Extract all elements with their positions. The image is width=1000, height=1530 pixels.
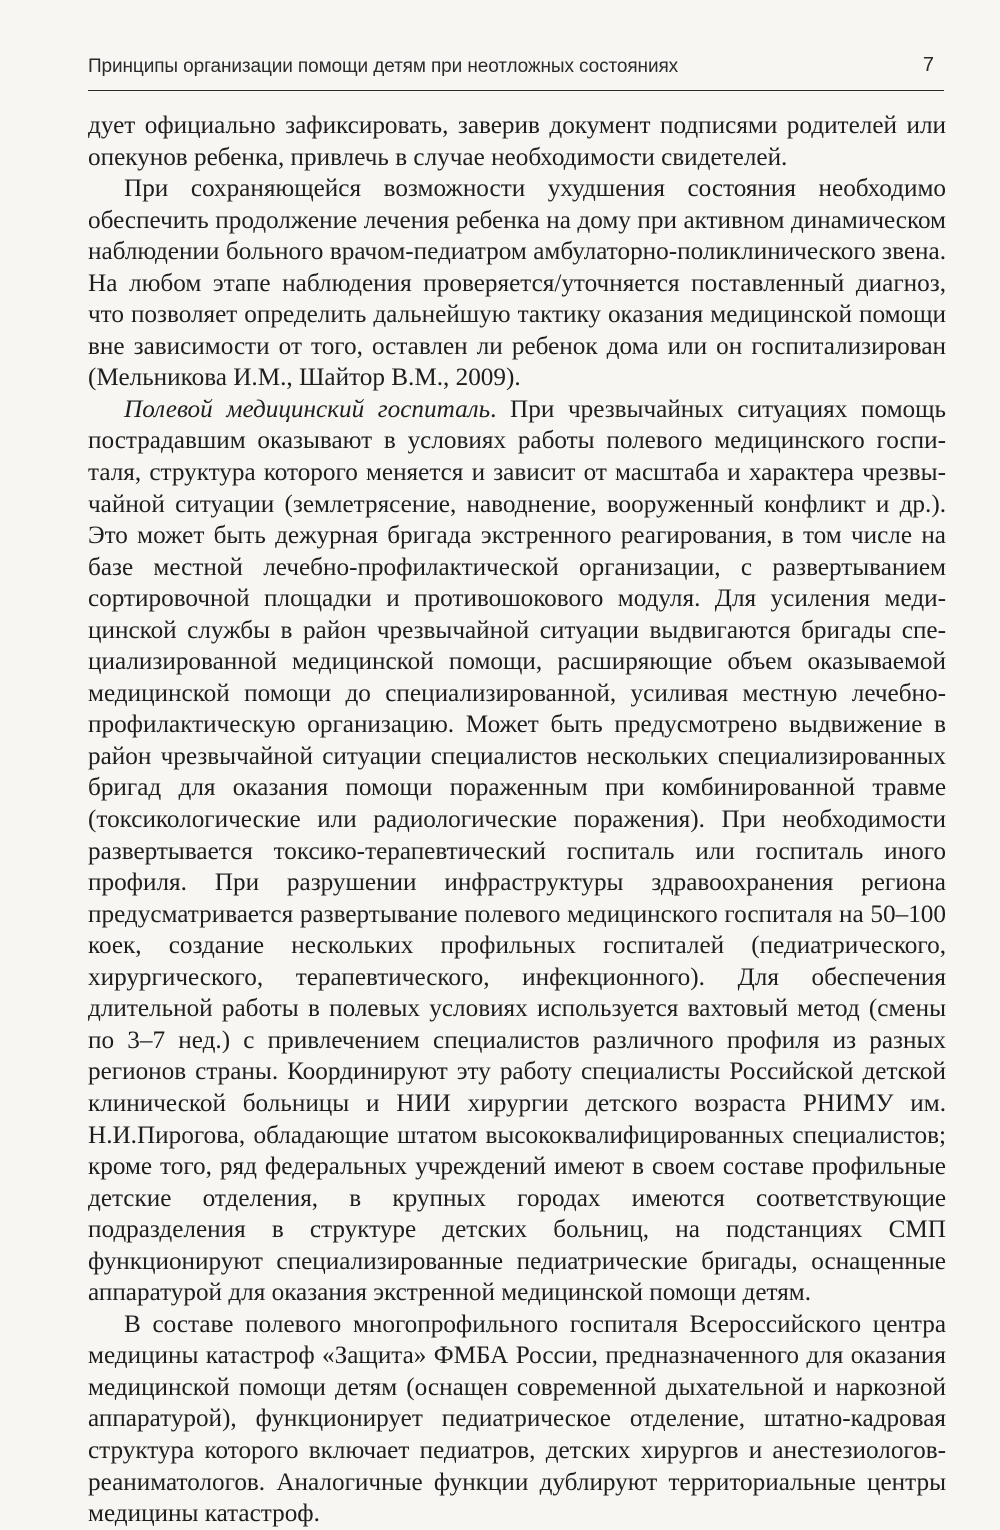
paragraph [88,1309,946,1530]
paragraph-continued [88,110,946,173]
paragraph-text: В составе полевого многопрофильного госпиталя Всероссийского центра медицины катастроф «Защита» ФМБА России, предназначенного для оказания медицинской помощи детям (оснащен современной дыхательной и наркозной аппаратурой), функционирует педиатрическое отделение, штатно-кадровая структура которого включает педиатров, детских хирургов и анестезиологов-реаниматологов. Аналогичные функции дублируют территориальные центры медицины катастроф. [88,1310,946,1528]
section-lead-italic: Полевой медицинский госпиталь [124,395,491,423]
paragraph-field-hospital [88,394,946,1309]
main-text [88,110,946,1530]
running-title: Принципы организации помощи детям при неотложных состояниях [88,56,679,77]
paragraph-text: дует официально зафиксировать, заверив документ подписями родителей или опекунов ребенка, привлечь в случае необходимости свидетелей. [88,112,946,171]
paragraph [88,173,946,394]
paragraph-text: . При чрезвычайных ситуациях помощь пострадавшим оказывают в условиях работы полевого медицинского госпиталя, структура которого меняется и зависит от масштаба и характера чрезвычайной ситуации (землетрясение, наводнение, вооруженный конфликт и др.). Это может быть дежурная бригада экстренного реагирования, в том числе на базе местной лечебно-профилактической организации, с развертыванием сортировочной площадки и противошокового модуля. Для усиления медицинской службы в район чрезвычайной ситуации выдвигаются бригады специализированной медицинской помощи, расширяющие объем оказываемой медицинской помощи до специализированной, усиливая местную лечебно-профилактическую организацию. Может быть предусмотрено выдвижение в район чрезвычайной ситуации специалистов нескольких специализированных бригад для оказания помощи пораженным при комбинированной травме (токсикологические или радиологические поражения). При необходимости развертывается токсико-терапевтический госпиталь или госпиталь иного профиля. При разрушении инфраструктуры здравоохранения региона предусматривается развертывание полевого медицинского госпиталя на 50–100 коек, создание нескольких профильных госпиталей (педиатрического, хирургического, терапевтического, инфекционного). Для обеспечения длительной работы в полевых условиях используется вахтовый метод (смены по 3–7 нед.) с привлечением специалистов различного профиля из разных регионов страны. Координируют эту работу специалисты Российской детской клинической больницы и НИИ хирургии детского возраста РНИМУ им. Н.И.Пирогова, обладающие штатом высококвалифицированных специалистов; кроме того, ряд федеральных учреждений имеют в своем составе профильные детские отделения, в крупных городах имеются соответствующие подразделения в структуре детских больниц, на подстанциях СМП функционируют специализированные педиатрические бригады, оснащенные аппаратурой для оказания экстренной медицинской помощи детям. [88,395,946,1307]
paragraph-text: При сохраняющейся возможности ухудшения состояния необходимо обеспечить продолжение лечения ребенка на дому при активном динамическом наблюдении больного врачом-педиатром амбулаторно-поликлинического звена. На любом этапе наблюдения проверяется/уточняется поставленный диагноз, что позволяет определить дальнейшую тактику оказания медицинской помощи вне зависимости от того, оставлен ли ребенок дома или он госпитализирован (Мельникова И.М., Шайтор В.М., 2009). [88,175,946,392]
running-header [88,50,944,91]
page-number: 7 [922,54,934,76]
